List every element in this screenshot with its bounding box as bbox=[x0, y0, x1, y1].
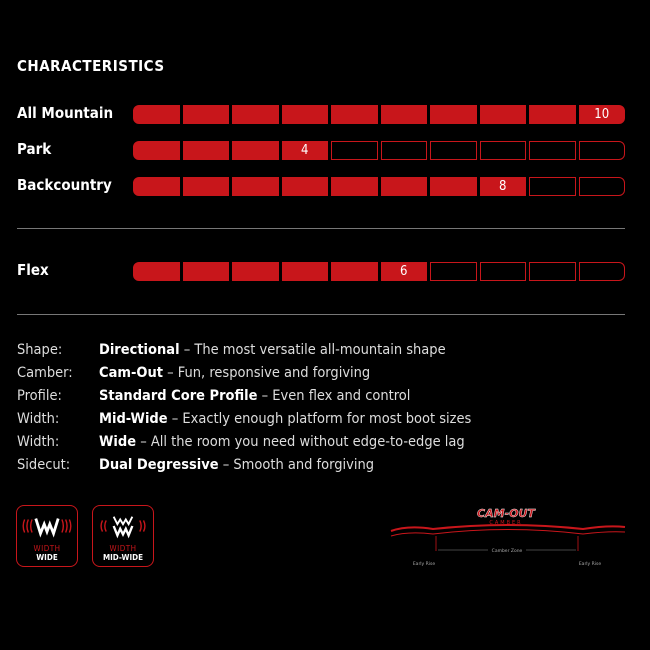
rating-value: 8 bbox=[480, 177, 527, 196]
badge-width-mid-wide bbox=[92, 505, 154, 567]
rating-segment-filled bbox=[430, 177, 477, 196]
rating-segment-filled bbox=[480, 105, 527, 124]
spec-desc: – Smooth and forgiving bbox=[218, 457, 375, 473]
rating-label-park: Park bbox=[17, 140, 52, 158]
rating-segment-filled bbox=[331, 105, 378, 124]
rating-segment-empty bbox=[430, 141, 477, 160]
rating-value: 6 bbox=[381, 262, 428, 281]
rating-segment-filled bbox=[282, 105, 329, 124]
rating-segment-filled bbox=[430, 105, 477, 124]
rating-segment-filled bbox=[133, 141, 180, 160]
rating-segment-filled bbox=[331, 262, 378, 281]
spec-name: Wide bbox=[99, 434, 137, 450]
camber-board-base bbox=[391, 530, 625, 537]
spec-desc: – Exactly enough platform for most boot sizes bbox=[167, 411, 472, 427]
camber-logo-bottom: CAMBER bbox=[489, 520, 523, 526]
rating-segment-empty bbox=[381, 141, 428, 160]
rating-value: 10 bbox=[579, 105, 626, 124]
rating-label-backcountry: Backcountry bbox=[17, 176, 112, 194]
rating-segment-empty bbox=[529, 141, 576, 160]
spec-desc: – Even flex and control bbox=[257, 388, 411, 404]
rating-segment-filled bbox=[529, 105, 576, 124]
rating-segment-filled bbox=[232, 177, 279, 196]
width-wide-icon bbox=[19, 513, 75, 539]
badge-line2: WIDE bbox=[36, 553, 58, 562]
spec-desc: – The most versatile all-mountain shape bbox=[179, 342, 446, 358]
rating-segment-filled bbox=[183, 177, 230, 196]
rating-segment-empty bbox=[529, 177, 576, 196]
spec-shape bbox=[17, 342, 446, 358]
badge-width-wide bbox=[16, 505, 78, 567]
spec-name: Dual Degressive bbox=[99, 457, 219, 473]
width-mid-wide-icon bbox=[95, 513, 151, 539]
spec-width-wide bbox=[17, 434, 465, 450]
spec-key: Width: bbox=[17, 411, 60, 427]
spec-key: Sidecut: bbox=[17, 457, 71, 473]
camber-logo-top: CAM-OUT bbox=[477, 507, 535, 520]
flex-label: Flex bbox=[17, 261, 49, 279]
spec-camber bbox=[17, 365, 370, 381]
rating-segment-filled bbox=[133, 105, 180, 124]
rating-segment-filled bbox=[232, 105, 279, 124]
rating-segment-filled bbox=[183, 262, 230, 281]
badge-line2: MID-WIDE bbox=[102, 553, 144, 562]
rating-segment-empty bbox=[529, 262, 576, 281]
camber-board-line bbox=[391, 525, 625, 531]
badge-line1: WIDTH bbox=[33, 544, 61, 553]
rating-segment-empty bbox=[331, 141, 378, 160]
early-rise-left-label: Early Rise bbox=[412, 562, 436, 567]
flex-bar bbox=[133, 262, 625, 281]
spec-name: Cam-Out bbox=[99, 365, 163, 381]
rating-segment-filled bbox=[183, 105, 230, 124]
spec-width-mid-wide bbox=[17, 411, 471, 427]
rating-segment-empty bbox=[579, 141, 626, 160]
rating-bar-backcountry bbox=[133, 177, 625, 196]
rating-segment-filled bbox=[282, 262, 329, 281]
characteristics-title: CHARACTERISTICS bbox=[17, 57, 165, 75]
spec-desc: – Fun, responsive and forgiving bbox=[163, 365, 371, 381]
rating-segment-filled bbox=[282, 177, 329, 196]
divider bbox=[17, 228, 625, 229]
spec-name: Directional bbox=[99, 342, 180, 358]
spec-sidecut bbox=[17, 457, 374, 473]
spec-name: Standard Core Profile bbox=[99, 388, 258, 404]
rating-segment-filled bbox=[381, 105, 428, 124]
rating-bar-all-mountain bbox=[133, 105, 625, 124]
rating-segment-empty bbox=[579, 262, 626, 281]
rating-segment-filled bbox=[381, 177, 428, 196]
rating-segment-filled bbox=[232, 141, 279, 160]
badge-line1: WIDTH bbox=[109, 544, 137, 553]
spec-desc: – All the room you need without edge-to-edge lag bbox=[136, 434, 465, 450]
rating-segment-filled bbox=[232, 262, 279, 281]
rating-segment-empty bbox=[430, 262, 477, 281]
rating-segment-empty bbox=[480, 141, 527, 160]
spec-key: Camber: bbox=[17, 365, 73, 381]
rating-segment-filled bbox=[331, 177, 378, 196]
spec-key: Shape: bbox=[17, 342, 63, 358]
rating-segment-filled bbox=[133, 177, 180, 196]
rating-label-all-mountain: All Mountain bbox=[17, 104, 114, 122]
spec-key: Profile: bbox=[17, 388, 62, 404]
rating-segment-empty bbox=[579, 177, 626, 196]
early-rise-right-label: Early Rise bbox=[578, 562, 602, 567]
rating-segment-filled bbox=[183, 141, 230, 160]
rating-bar-park bbox=[133, 141, 625, 160]
camber-zone-label: Camber Zone bbox=[491, 549, 523, 554]
spec-profile bbox=[17, 388, 410, 404]
camber-profile-diagram bbox=[388, 503, 628, 573]
divider bbox=[17, 314, 625, 315]
spec-name: Mid-Wide bbox=[99, 411, 168, 427]
rating-segment-empty bbox=[480, 262, 527, 281]
spec-key: Width: bbox=[17, 434, 60, 450]
rating-segment-filled bbox=[133, 262, 180, 281]
rating-value: 4 bbox=[282, 141, 329, 160]
